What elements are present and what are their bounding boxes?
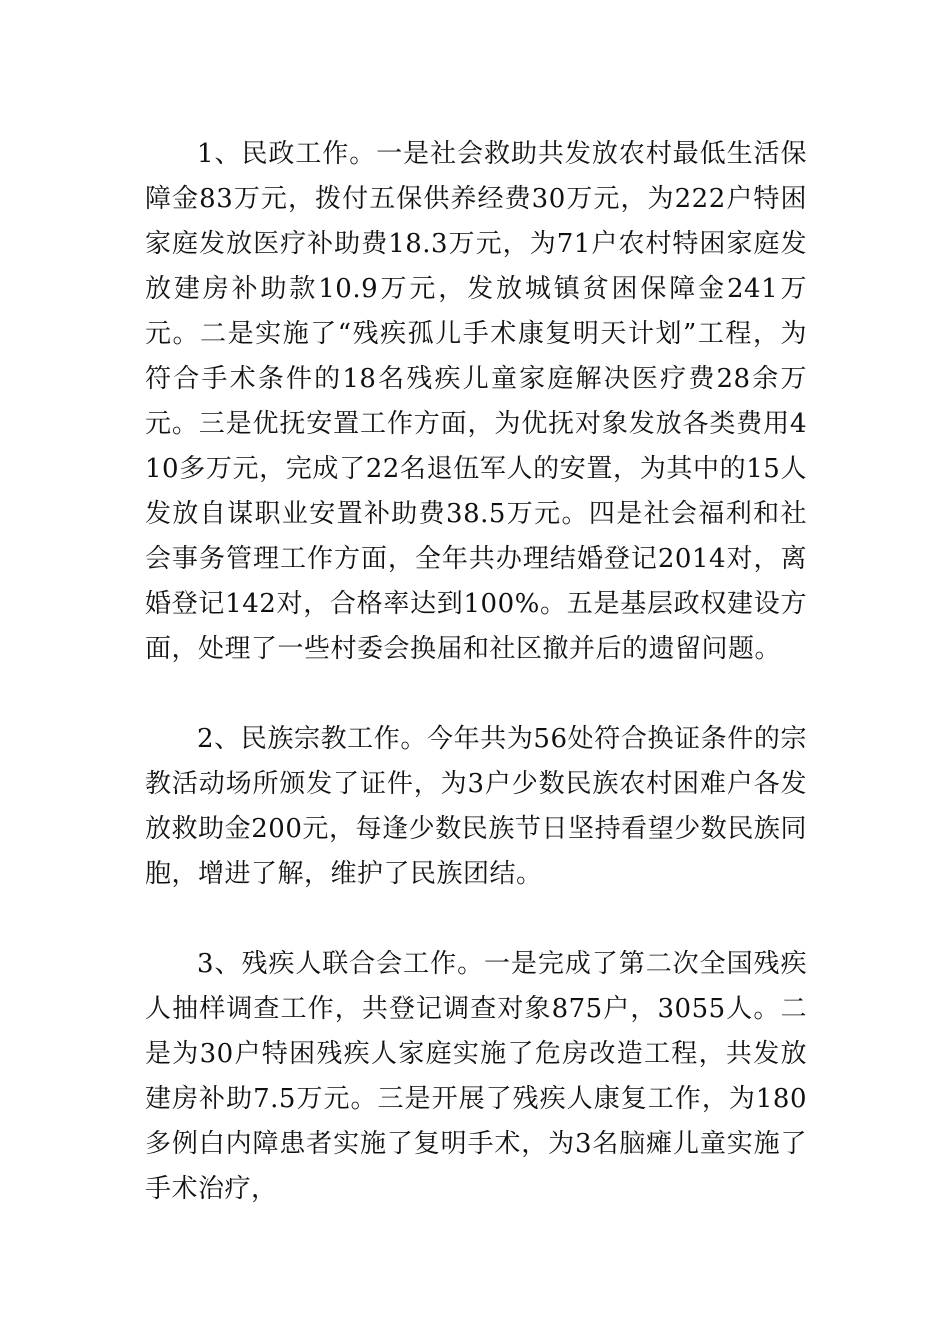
paragraph-disabled-persons-federation: 3、残疾人联合会工作。一是完成了第二次全国残疾人抽样调查工作，共登记调查对象875户，3055人。二是为30户特困残疾人家庭实施了危房改造工程，共发放建房补助7.5万元。三是开展了残疾人康复工作，为180多例白内障患者实施了复明手术，为3名脑瘫儿童实施了手术治疗，	[145, 949, 807, 1204]
document-body	[145, 132, 807, 1212]
paragraph-civil-affairs: 1、民政工作。一是社会救助共发放农村最低生活保障金83万元，拨付五保供养经费30万元，为222户特困家庭发放医疗补助费18.3万元，为71户农村特困家庭发放建房补助款10.9万元，发放城镇贫困保障金241万元。二是实施了“残疾孤儿手术康复明天计划”工程，为符合手术条件的18名残疾儿童家庭解决医疗费28余万元。三是优抚安置工作方面，为优抚对象发放各类费用410多万元，完成了22名退伍军人的安置，为其中的15人发放自谋职业安置补助费38.5万元。四是社会福利和社会事务管理工作方面，全年共办理结婚登记2014对，离婚登记142对，合格率达到100%。五是基层政权建设方面，处理了一些村委会换届和社区撤并后的遗留问题。	[145, 139, 807, 664]
paragraph-ethnic-religious-affairs: 2、民族宗教工作。今年共为56处符合换证条件的宗教活动场所颁发了证件，为3户少数民族农村困难户各发放救助金200元，每逢少数民族节日坚持看望少数民族同胞，增进了解，维护了民族团结。	[145, 724, 807, 889]
